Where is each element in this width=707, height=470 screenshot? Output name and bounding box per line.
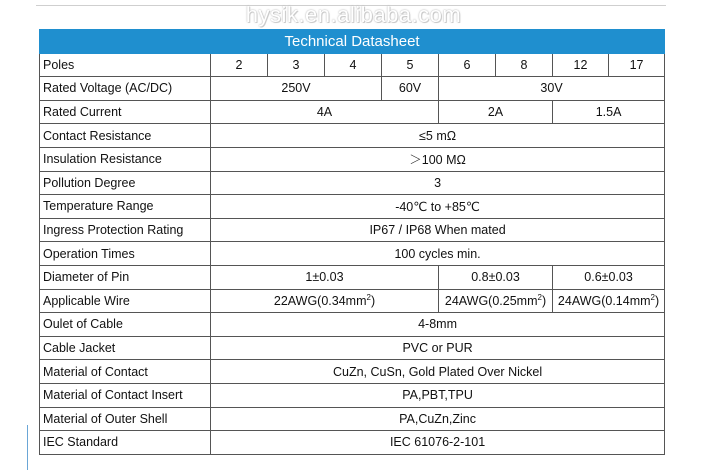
row-value: PVC or PUR bbox=[211, 336, 665, 360]
pole-value: 4 bbox=[325, 53, 382, 77]
wire-value bbox=[439, 289, 553, 313]
row-value: 3 bbox=[211, 171, 665, 195]
pole-value: 17 bbox=[609, 53, 665, 77]
row-label: Material of Contact bbox=[40, 360, 211, 384]
row-label: Material of Contact Insert bbox=[40, 383, 211, 407]
wire-superscript: 2 bbox=[537, 292, 542, 302]
pole-value: 3 bbox=[268, 53, 325, 77]
datasheet-title: Technical Datasheet bbox=[40, 30, 665, 54]
wire-value bbox=[553, 289, 665, 313]
datasheet-table bbox=[39, 29, 665, 455]
row-label: Ingress Protection Rating bbox=[40, 218, 211, 242]
rated-current-value: 4A bbox=[211, 100, 439, 124]
rated-voltage-value: 250V bbox=[211, 77, 382, 101]
rated-current-value: 2A bbox=[439, 100, 553, 124]
row-label: Oulet of Cable bbox=[40, 313, 211, 337]
row-label: Insulation Resistance bbox=[40, 147, 211, 171]
table-row bbox=[40, 407, 665, 431]
table-row bbox=[40, 313, 665, 337]
table-row bbox=[40, 218, 665, 242]
rated-current-value: 1.5A bbox=[553, 100, 665, 124]
row-value: 100 cycles min. bbox=[211, 242, 665, 266]
table-row bbox=[40, 124, 665, 148]
table-row bbox=[40, 53, 665, 77]
row-label: Cable Jacket bbox=[40, 336, 211, 360]
table-row bbox=[40, 289, 665, 313]
row-value: CuZn, CuSn, Gold Plated Over Nickel bbox=[211, 360, 665, 384]
table-row bbox=[40, 336, 665, 360]
table-row bbox=[40, 431, 665, 455]
table-row bbox=[40, 242, 665, 266]
rated-voltage-value: 60V bbox=[382, 77, 439, 101]
table-row bbox=[40, 195, 665, 219]
table-row bbox=[40, 100, 665, 124]
table-row bbox=[40, 383, 665, 407]
pole-value: 5 bbox=[382, 53, 439, 77]
wire-text: ) bbox=[655, 293, 660, 308]
row-label: Pollution Degree bbox=[40, 171, 211, 195]
wire-text: 24AWG(0.14mm bbox=[557, 293, 651, 308]
row-label: Diameter of Pin bbox=[40, 265, 211, 289]
pin-diameter-value: 0.8±0.03 bbox=[439, 265, 553, 289]
row-label: Operation Times bbox=[40, 242, 211, 266]
row-label: Rated Voltage (AC/DC) bbox=[40, 77, 211, 101]
row-value: IP67 / IP68 When mated bbox=[211, 218, 665, 242]
wire-text: ) bbox=[370, 293, 376, 308]
wire-value bbox=[211, 289, 439, 313]
wire-superscript: 2 bbox=[650, 292, 655, 302]
row-value: ≤5 mΩ bbox=[211, 124, 665, 148]
wire-text: 22AWG(0.34mm bbox=[273, 293, 367, 308]
row-value: 4-8mm bbox=[211, 313, 665, 337]
row-label: Poles bbox=[40, 53, 211, 77]
row-label: Contact Resistance bbox=[40, 124, 211, 148]
row-label: IEC Standard bbox=[40, 431, 211, 455]
row-value: PA,PBT,TPU bbox=[211, 383, 665, 407]
title-row bbox=[40, 30, 665, 54]
row-value: ＞100 MΩ bbox=[211, 147, 665, 171]
row-value: -40℃ to +85℃ bbox=[211, 195, 665, 219]
table-row bbox=[40, 265, 665, 289]
table-row bbox=[40, 147, 665, 171]
row-label: Material of Outer Shell bbox=[40, 407, 211, 431]
row-value: PA,CuZn,Zinc bbox=[211, 407, 665, 431]
watermark: hysik.en.alibaba.com bbox=[245, 2, 462, 27]
row-label: Applicable Wire bbox=[40, 289, 211, 313]
wire-superscript: 2 bbox=[366, 292, 371, 302]
wire-text: 24AWG(0.25mm bbox=[444, 293, 538, 308]
pin-diameter-value: 1±0.03 bbox=[211, 265, 439, 289]
table-row bbox=[40, 171, 665, 195]
table-row bbox=[40, 360, 665, 384]
wire-text: ) bbox=[541, 293, 547, 308]
row-label: Rated Current bbox=[40, 100, 211, 124]
pole-value: 6 bbox=[439, 53, 496, 77]
table-row bbox=[40, 77, 665, 101]
pole-value: 8 bbox=[496, 53, 553, 77]
row-value: IEC 61076-2-101 bbox=[211, 431, 665, 455]
pin-diameter-value: 0.6±0.03 bbox=[553, 265, 665, 289]
side-mark bbox=[27, 425, 28, 470]
rated-voltage-value: 30V bbox=[439, 77, 665, 101]
pole-value: 12 bbox=[553, 53, 609, 77]
pole-value: 2 bbox=[211, 53, 268, 77]
row-label: Temperature Range bbox=[40, 195, 211, 219]
